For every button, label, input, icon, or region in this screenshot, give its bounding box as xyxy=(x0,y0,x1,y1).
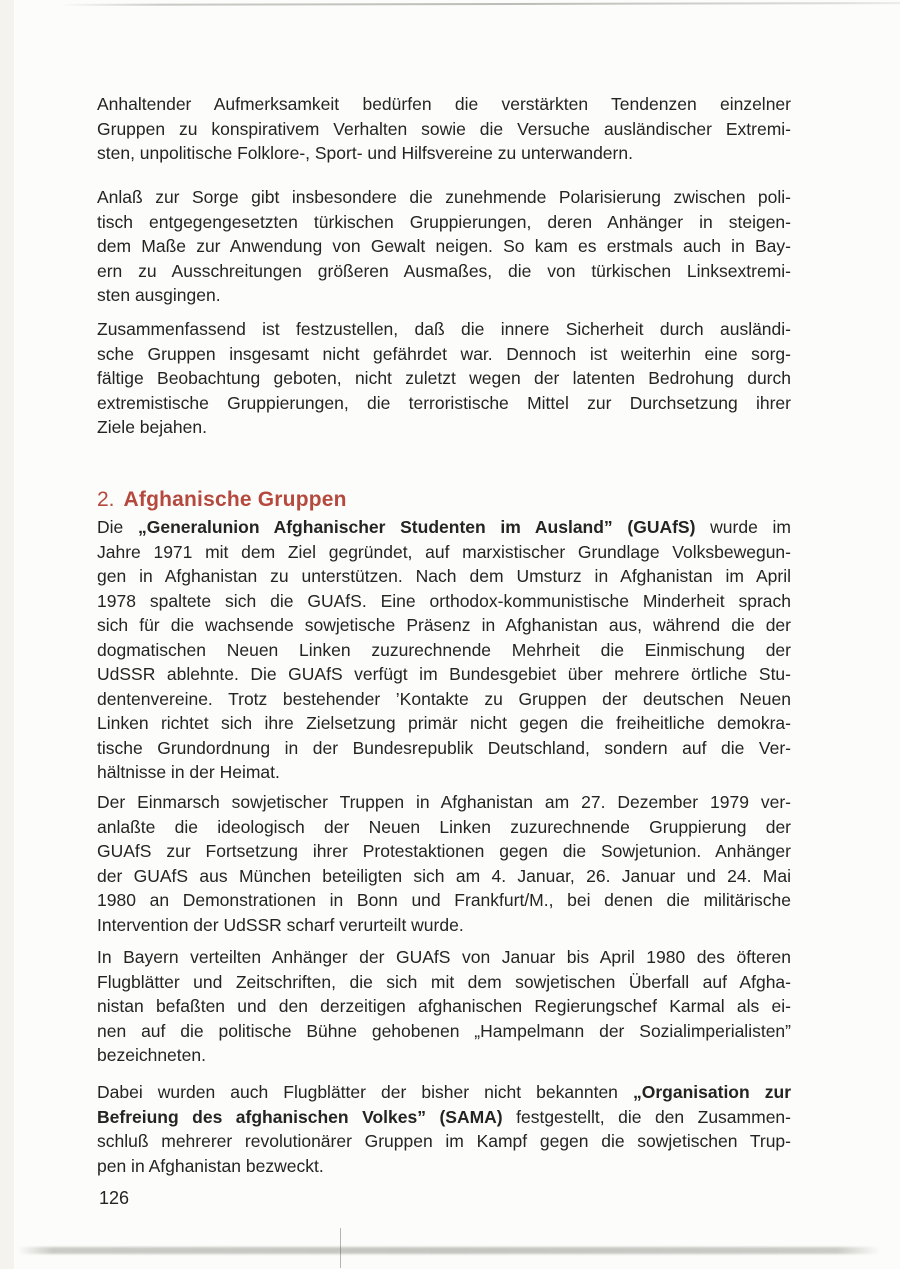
text-segment: Linken richtet sich ihre Zielsetzung primär nicht gegen die freiheitliche demokra- xyxy=(97,713,791,733)
bold-text-segment: „Generalunion Afghanischer Studenten im Ausland” (GUAfS) xyxy=(137,517,696,537)
text-line xyxy=(97,1105,791,1130)
text-line xyxy=(97,391,791,416)
text-line xyxy=(97,711,791,736)
section-number: 2. xyxy=(97,488,115,511)
text-line xyxy=(97,945,791,970)
text-segment: GUAfS zur Fortsetzung ihrer Protestaktionen gegen die Sowjetunion. Anhänger xyxy=(97,841,791,861)
text-line xyxy=(97,1019,791,1044)
text-segment: Ziele bejahen. xyxy=(97,417,207,437)
text-segment: Gruppen zu konspirativem Verhalten sowie die Versuche ausländischer Extremi- xyxy=(97,118,791,139)
text-segment: Zusammenfassend ist festzustellen, daß die innere Sicherheit durch ausländi- xyxy=(97,319,791,339)
scan-top-edge-line xyxy=(60,2,900,6)
paragraph-surveillance-tendencies xyxy=(97,92,791,166)
text-line xyxy=(97,117,791,142)
text-line xyxy=(97,790,791,815)
text-segment: gen in Afghanistan zu unterstützen. Nach dem Umsturz in Afghanistan im April xyxy=(97,566,791,586)
text-segment: Anlaß zur Sorge gibt insbesondere die zunehmende Polarisierung zwischen poli- xyxy=(97,187,791,207)
text-line xyxy=(97,415,791,440)
text-segment: schluß mehrerer revolutionärer Gruppen im Kampf gegen die sowjetischen Trup- xyxy=(97,1131,791,1151)
text-segment: dem Maße zur Anwendung von Gewalt neigen. So kam es erstmals auch in Bay- xyxy=(97,236,791,256)
text-segment: pen in Afghanistan bezweckt. xyxy=(97,1155,324,1176)
text-line xyxy=(97,1080,791,1105)
text-line xyxy=(97,234,791,259)
text-line xyxy=(97,92,791,117)
text-segment: der GUAfS aus München beteiligten sich am 4. Januar, 26. Januar und 24. Mai xyxy=(97,865,791,886)
text-line xyxy=(97,687,791,712)
text-segment: sten, unpolitische Folklore-, Sport- und Hilfsvereine zu unterwandern. xyxy=(97,143,633,163)
bold-text-segment: Befreiung des afghanischen Volkes” (SAMA) xyxy=(97,1106,503,1127)
paragraph-zusammenfassung-innere-sicherheit xyxy=(97,317,791,440)
text-segment: 1978 spaltete sich die GUAfS. Eine orthodox-kommunistische Minderheit sprach xyxy=(97,590,791,611)
scan-bottom-edge-shadow xyxy=(18,1247,880,1254)
text-line xyxy=(97,736,791,761)
text-line xyxy=(97,815,791,840)
text-segment: 1980 an Demonstrationen in Bonn und Frankfurt/M., bei denen die militärische xyxy=(97,890,791,910)
text-segment: extremistische Gruppierungen, die terroristische Mittel zur Durchsetzung ihrer xyxy=(97,392,791,413)
paragraph-guafs-gruendung xyxy=(97,515,791,785)
paragraph-sama-flugblaetter xyxy=(97,1080,791,1178)
section-title: Afghanische Gruppen xyxy=(123,488,347,511)
text-line xyxy=(97,317,791,342)
text-line xyxy=(97,185,791,210)
text-line xyxy=(97,994,791,1019)
text-line xyxy=(97,366,791,391)
text-segment: Dabei wurden auch Flugblätter der bisher nicht bekannten xyxy=(97,1082,633,1102)
text-segment: sten ausgingen. xyxy=(97,285,221,305)
text-line xyxy=(97,259,791,284)
text-segment: ern zu Ausschreitungen größeren Ausmaßes, die von türkischen Linksextremi- xyxy=(97,260,791,281)
text-line xyxy=(97,1043,791,1068)
text-line xyxy=(97,1154,791,1179)
text-segment: tische Grundordnung in der Bundesrepublik Deutschland, sondern auf die Ver- xyxy=(97,737,791,758)
text-segment: UdSSR ablehnte. Die GUAfS verfügt im Bundesgebiet über mehrere örtliche Stu- xyxy=(97,664,791,684)
text-segment: fältige Beobachtung geboten, nicht zuletzt wegen der latenten Bedrohung durch xyxy=(97,368,791,388)
text-segment: sche Gruppen insgesamt nicht gefährdet war. Dennoch ist weiterhin eine sorg- xyxy=(97,343,791,364)
text-line xyxy=(97,662,791,687)
text-segment: nen auf die politische Bühne gehobenen „Hampelmann der Sozialimperialisten” xyxy=(97,1020,791,1041)
text-line xyxy=(97,283,791,308)
text-line xyxy=(97,638,791,663)
text-segment: anlaßte die ideologisch der Neuen Linken zuzurechnende Gruppierung der xyxy=(97,816,791,837)
text-segment: Anhaltender Aufmerksamkeit bedürfen die verstärkten Tendenzen einzelner xyxy=(97,94,791,114)
text-segment: Die xyxy=(97,517,138,537)
text-line xyxy=(97,515,791,540)
text-segment: festgestellt, die den Zusammen- xyxy=(502,1106,791,1127)
text-segment: Jahre 1971 mit dem Ziel gegründet, auf marxistischer Grundlage Volksbewegun- xyxy=(97,541,791,562)
text-line xyxy=(97,864,791,889)
text-segment: wurde im xyxy=(695,517,791,537)
page-number: 126 xyxy=(99,1188,130,1208)
text-line xyxy=(97,913,791,938)
text-segment: hältnisse in der Heimat. xyxy=(97,762,280,782)
text-segment: Flugblätter und Zeitschriften, die sich mit dem sowjetischen Überfall auf Afgha- xyxy=(97,971,791,992)
text-segment: Intervention der UdSSR scharf verurteilt wurde. xyxy=(97,914,464,935)
text-segment: bezeichneten. xyxy=(97,1045,206,1065)
text-segment: In Bayern verteilten Anhänger der GUAfS von Januar bis April 1980 des öfteren xyxy=(97,947,791,967)
scan-left-edge-shade xyxy=(0,0,14,1269)
text-line xyxy=(97,760,791,785)
text-line xyxy=(97,970,791,995)
paragraph-flugblaetter-bayern xyxy=(97,945,791,1068)
paragraph-polarisierung-tuerkische-gruppen xyxy=(97,185,791,308)
paragraph-einmarsch-sowjetischer-truppen xyxy=(97,790,791,937)
text-line xyxy=(97,564,791,589)
text-segment: nistan befaßten und den derzeitigen afghanischen Regierungschef Karmal als ei- xyxy=(97,996,791,1016)
text-line xyxy=(97,839,791,864)
text-segment: dogmatischen Neuen Linken zuzurechnende Mehrheit die Einmischung der xyxy=(97,639,791,660)
scan-artifact-tick xyxy=(340,1228,341,1268)
text-line xyxy=(97,141,791,166)
text-line xyxy=(97,540,791,565)
text-line xyxy=(97,589,791,614)
text-line xyxy=(97,210,791,235)
text-segment: sich für die wachsende sowjetische Präsenz in Afghanistan aus, während die der xyxy=(97,615,791,635)
text-segment: dentenvereine. Trotz bestehender ’Kontakte zu Gruppen der deutschen Neuen xyxy=(97,688,791,709)
text-segment: Der Einmarsch sowjetischer Truppen in Afghanistan am 27. Dezember 1979 ver- xyxy=(97,792,791,812)
text-line xyxy=(97,888,791,913)
text-line xyxy=(97,613,791,638)
text-line xyxy=(97,1129,791,1154)
section-heading xyxy=(97,487,347,513)
bold-text-segment: „Organisation zur xyxy=(633,1082,792,1102)
text-line xyxy=(97,342,791,367)
text-segment: tisch entgegengesetzten türkischen Gruppierungen, deren Anhänger in steigen- xyxy=(97,211,791,232)
